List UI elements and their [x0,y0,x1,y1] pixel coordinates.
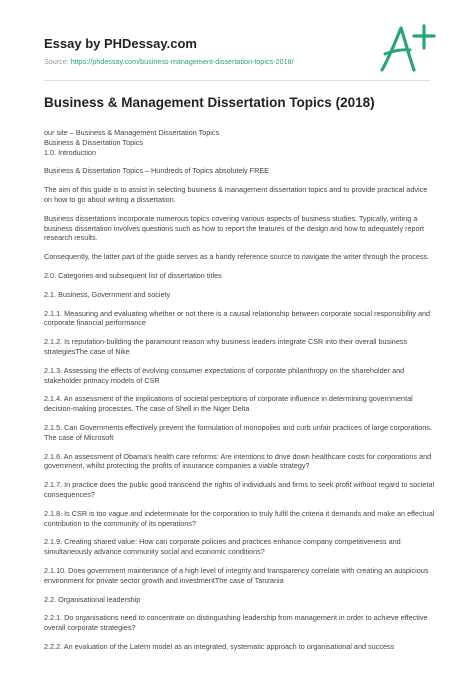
topic-item: 2.2.1. Do organisations need to concentrate on distinguishing leadership from management in order to achieve effective overall corporate strategies? [44,613,428,633]
intro-line: our site – Business & Management Dissertation Topics [44,128,220,137]
topic-item: 2.1.2. Is reputation-building the paramount reason why business leaders integrate CSR into their overall business strategiesThe case of Nike [44,337,408,356]
topic-item: 2.1.5. Can Governments effectively prevent the formulation of monopolies and curb unfair practices of large corporations. The case of Microsoft [44,422,432,442]
source-line [44,57,294,66]
topic-item: 2.1.9. Creating shared value: How can corporate policies and practices enhance company competitiveness and simultaneously advance community social and economic conditions? [44,537,401,557]
topic-item: 2.1.7. In practice does the public good transcend the rights of individuals and firms to seek profit without regard to societal consequences? [44,480,435,499]
brand-title: Essay by PHDessay.com [44,36,197,51]
section-heading: 2.0. Categories and subsequent list of dissertation titles [44,270,222,280]
section-heading: 2.1. Business, Government and society [44,289,171,299]
topic-item: 2.1.4. An assessment of the implications of societal perceptions of corporate influence in determining governmental decision-making processes. The case of Shell in the Niger Delta [44,394,413,414]
topic-item: 2.1.8. Is CSR is too vague and indeterminate for the corporation to truly fulfil the criteria it demands and make an effectual contribution to the community of its operations? [44,508,435,528]
source-link[interactable]: https://phdessay.com/business-management-dissertation-topics-2018/ [70,57,294,66]
document-title: Business & Management Dissertation Topics (2018) [44,95,375,110]
header-divider [44,80,430,81]
document-body [44,128,436,661]
intro-line: Business & Dissertation Topics [44,137,143,147]
topic-item: 2.1.6. An assessment of Obama’s health care reforms: Are intentions to drive down healthcare costs for corporations and government, whilst protecting the profits of insurance companies a viable strategy? [44,451,432,471]
paragraph: Business & Dissertation Topics – Hundreds of Topics absolutely FREE [44,166,269,176]
topic-item: 2.1.3. Assessing the effects of evolving consumer expectations of corporate philanthropy on the shareholder and stakeholder primacy models of CSR [44,365,405,385]
intro-line: 1.0. Introduction [44,147,96,157]
paragraph: Consequently, the latter part of the guide serves as a handy reference source to navigate the writer through the process. [44,252,430,262]
topic-item: 2.1.10. Does government maintenance of a high level of integrity and transparency correlate with creating an auspicious environment for private sector growth and investmentThe case of Tanzania [44,565,429,585]
paragraph: Business dissertations incorporate numerous topics covering various aspects of business studies. Typically, writing a business dissertation involves questions such as how to report the features of the design and how to adequately report research results. [44,213,425,243]
topic-item: 2.1.1. Measuring and evaluating whether or not there is a causal relationship between corporate social responsibility and corporate financial performance [44,308,431,328]
section-heading: 2.2. Organisational leadership [44,594,141,604]
topic-item: 2.2.2. An evaluation of the Latern model as an integrated, systematic approach to organisational and success [44,641,395,651]
paragraph: The aim of this guide is to assist in selecting business & management dissertation topics and to provide practical advice on how to go about writing a dissertation. [44,185,428,204]
source-label: Source: [44,57,69,66]
a-plus-logo-icon [376,22,438,76]
